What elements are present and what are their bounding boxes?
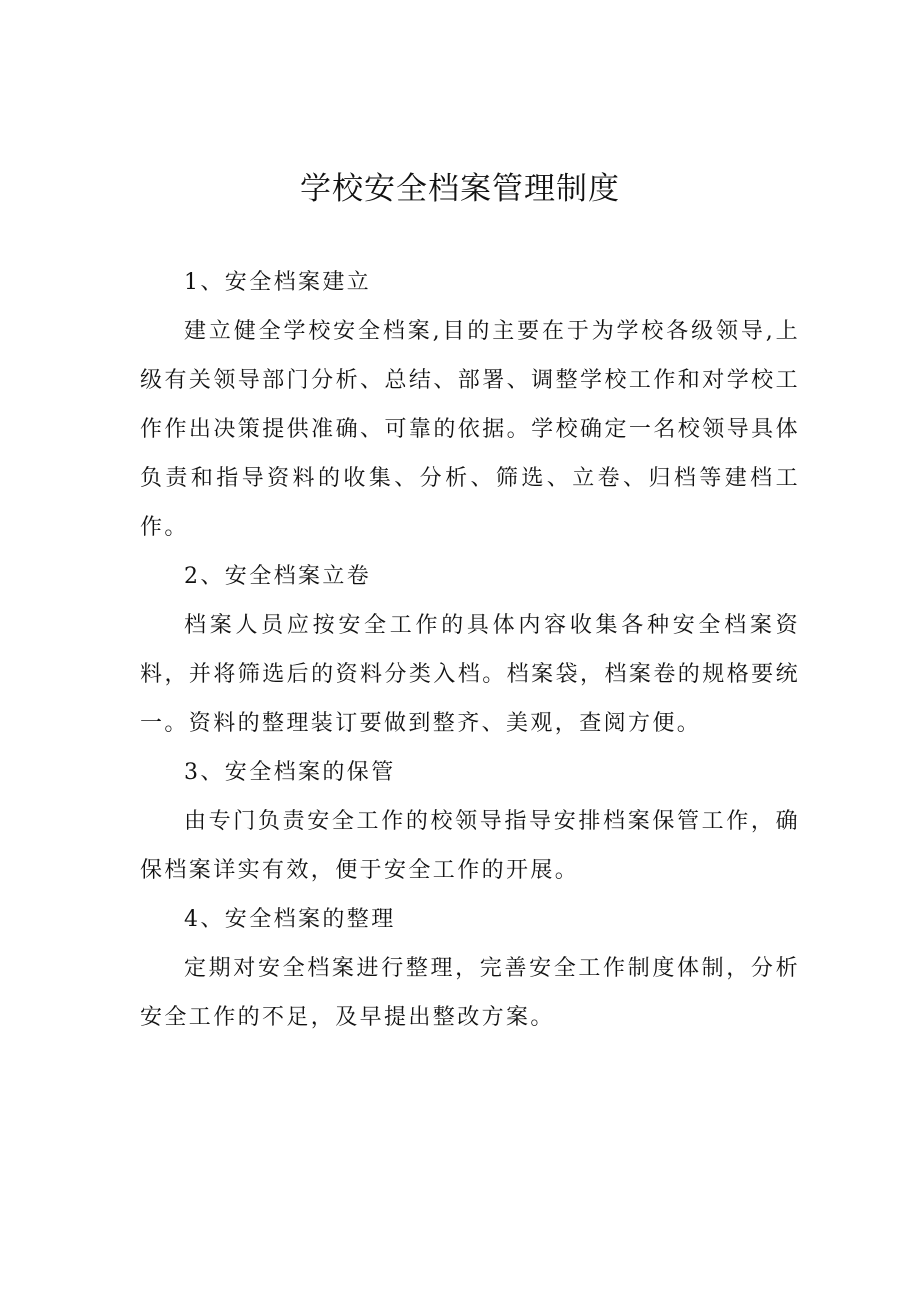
section-2-heading: 2、安全档案立卷	[184, 564, 372, 589]
document-body	[140, 258, 800, 1042]
section-4-heading: 4、安全档案的整理	[184, 907, 396, 932]
section-3-heading: 3、安全档案的保管	[184, 760, 396, 785]
section-1-paragraph: 建立健全学校安全档案,目的主要在于为学校各级领导,上级有关领导部门分析、总结、部署、调整学校工作和对学校工作作出决策提供准确、可靠的依据。学校确定一名校领导具体负责和指导资料的收集、分析、筛选、立卷、归档等建档工作。	[140, 319, 800, 540]
document-title: 学校安全档案管理制度	[300, 171, 620, 207]
section-1-heading: 1、安全档案建立	[184, 270, 372, 295]
section-3-paragraph: 由专门负责安全工作的校领导指导安排档案保管工作，确保档案详实有效，便于安全工作的开展。	[140, 809, 800, 883]
section-4-paragraph: 定期对安全档案进行整理，完善安全工作制度体制，分析安全工作的不足，及早提出整改方案。	[140, 956, 800, 1030]
section-2-paragraph: 档案人员应按安全工作的具体内容收集各种安全档案资料，并将筛选后的资料分类入档。档案袋，档案卷的规格要统一。资料的整理装订要做到整齐、美观，查阅方便。	[140, 613, 800, 736]
